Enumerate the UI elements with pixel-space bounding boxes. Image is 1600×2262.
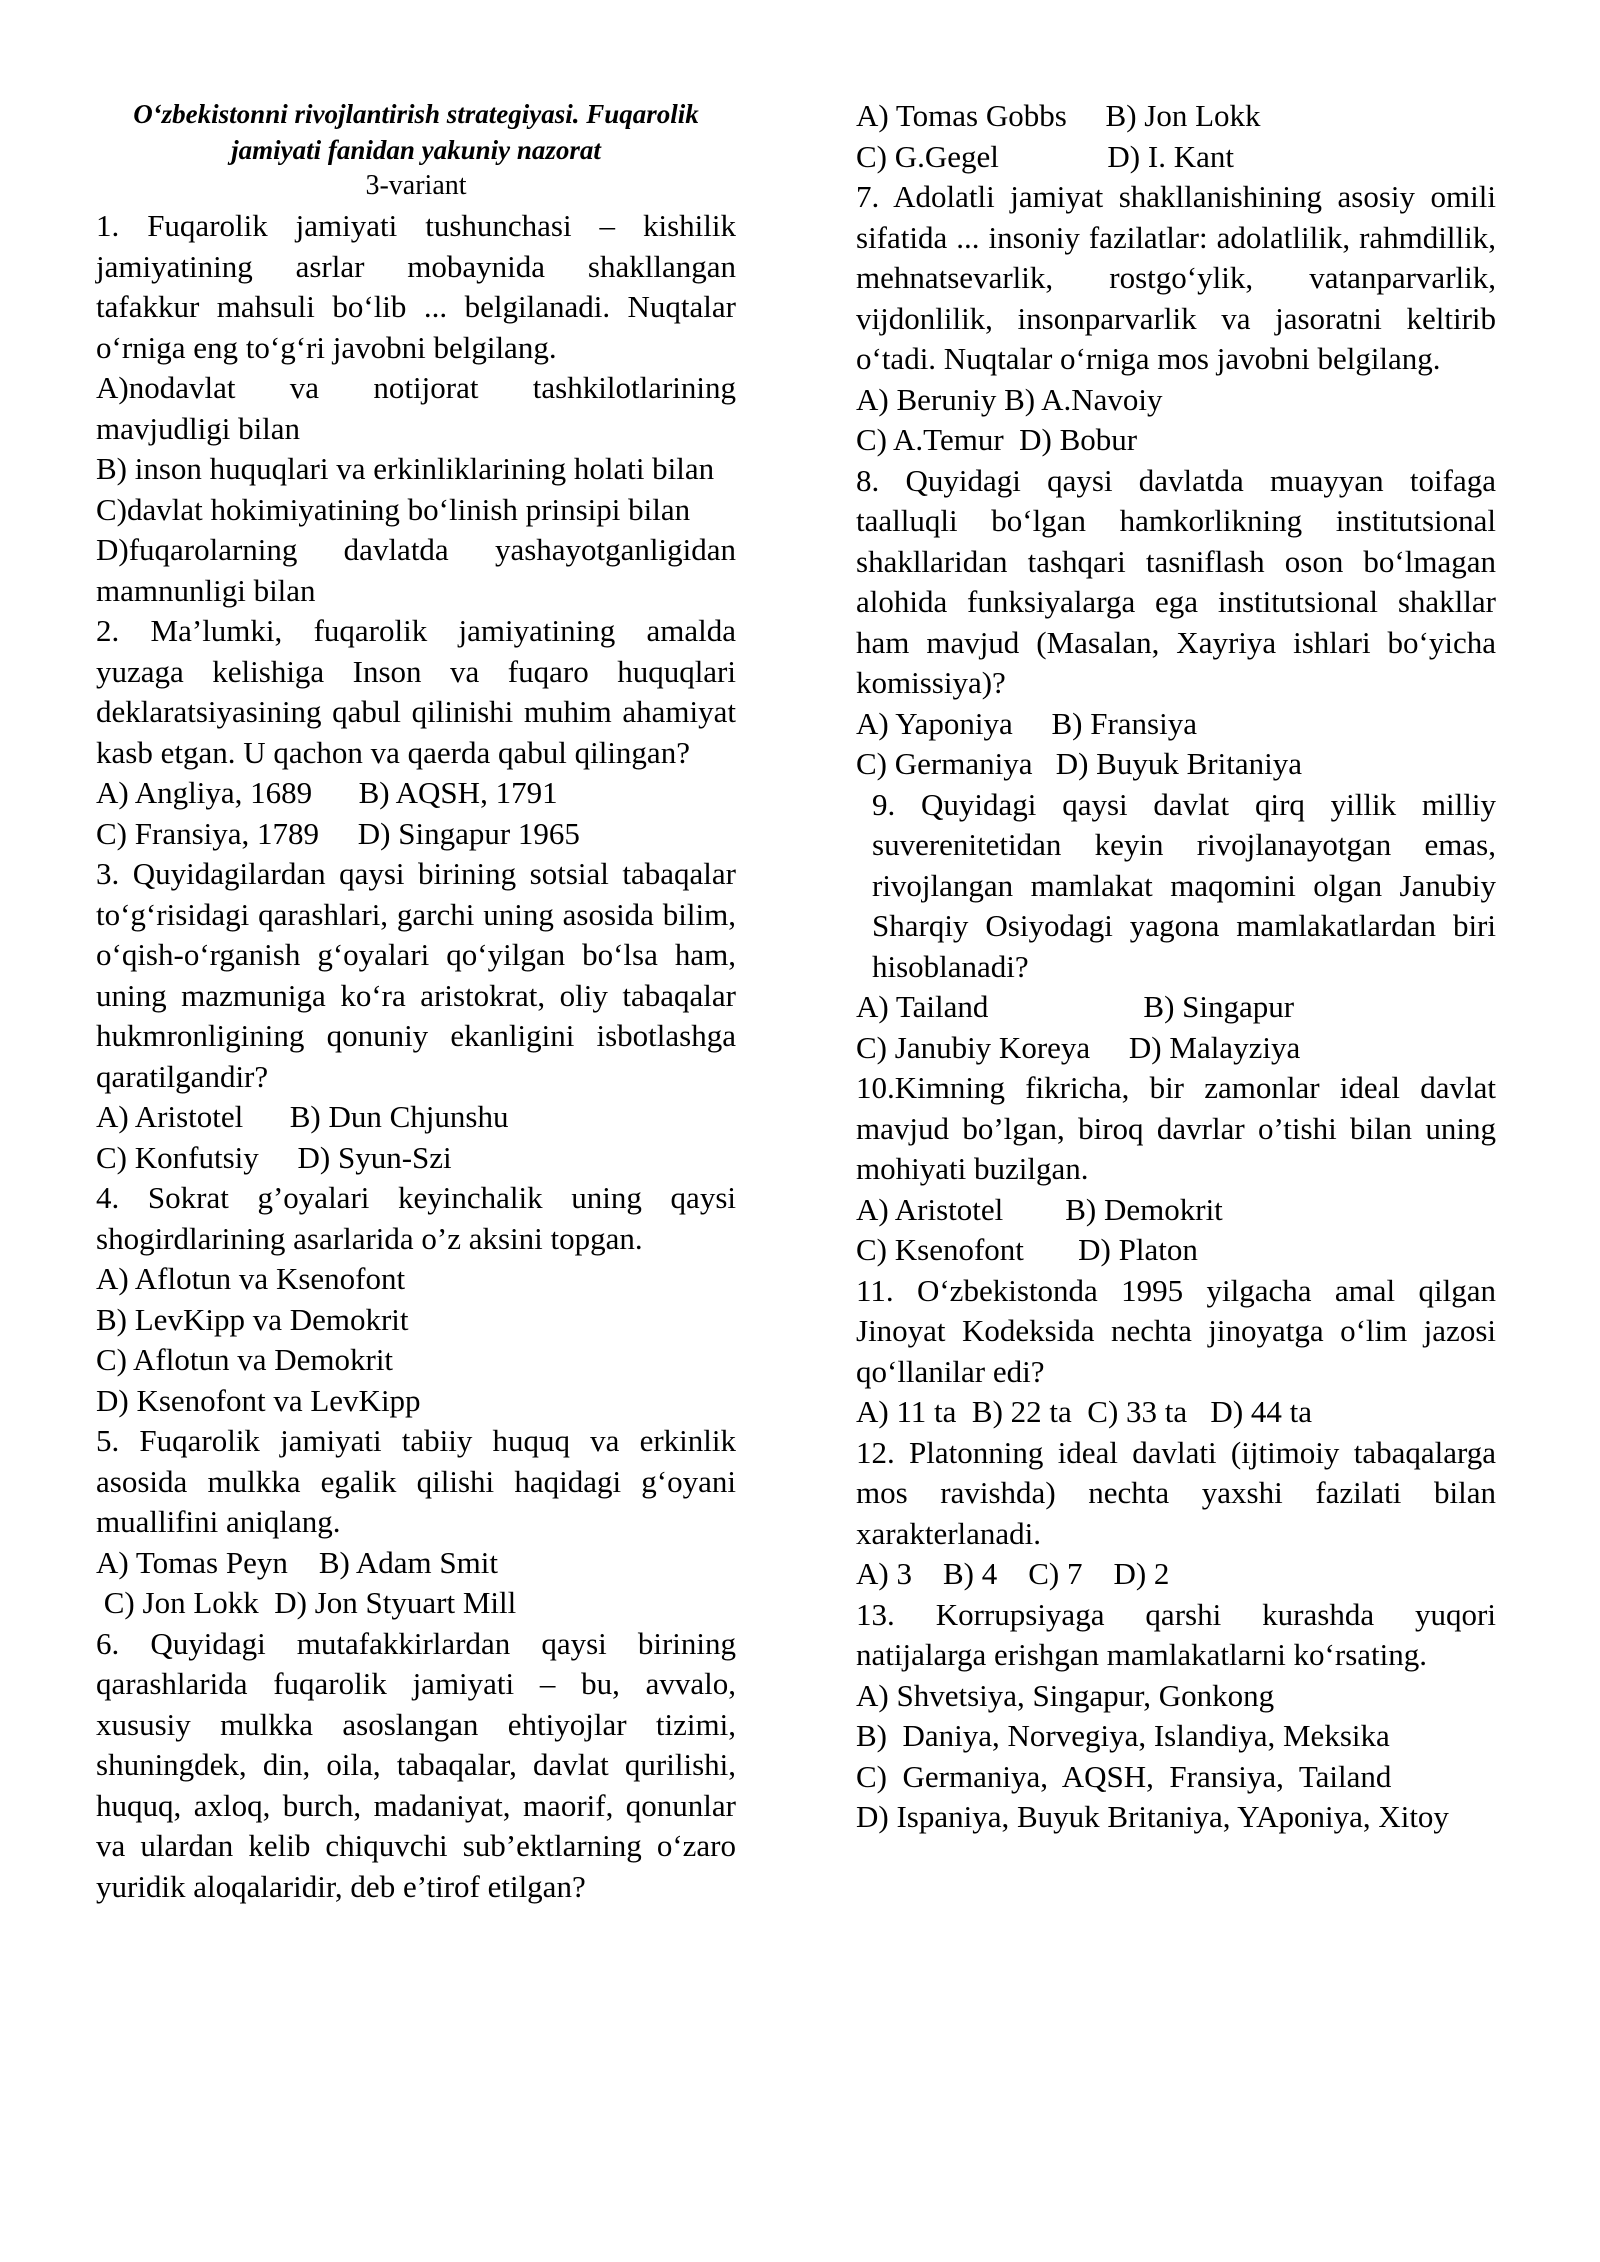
option-b: B) inson huquqlari va erkinliklarining holati bilan <box>96 451 715 486</box>
document-title-line2: jamiyati fanidan yakuniy nazorat <box>231 135 601 165</box>
options-line-1: A) 3 B) 4 C) 7 D) 2 <box>856 1556 1170 1591</box>
question-text: 2. Ma’lumki, fuqarolik jamiyatining amalda yuzaga kelishiga Inson va fuqaro huquqlari deklaratsiyasining qabul qilinishi muhim ahamiyat kasb etgan. U qachon va qaerda qabul qilingan? <box>96 613 736 770</box>
question-text: 7. Adolatli jamiyat shakllanishining asosiy omili sifatida ... insoniy fazilatlar: adolatlilik, rahmdillik, mehnatsevarlik, rostgo‘ylik, vatanparvarlik, vijdonlilik, insonparvarlik va jasoratni keltirib o‘tadi. Nuqtalar o‘rniga mos javobni belgilang. <box>856 179 1496 376</box>
options-line-2: C) A.Temur D) Bobur <box>856 422 1138 457</box>
right-column <box>856 96 1496 1838</box>
question-text: 1. Fuqarolik jamiyati tushunchasi – kishilik jamiyatining asrlar mobaynida shakllangan tafakkur mahsuli bo‘lib ... belgilanadi. Nuqtalar o‘rniga eng to‘g‘ri javobni belgilang. <box>96 208 736 365</box>
question-9 <box>856 785 1496 1069</box>
question-text: 13. Korrupsiyaga qarshi kurashda yuqori natijalarga erishgan mamlakatlarni ko‘rsating. <box>856 1596 1496 1672</box>
question-text: 5. Fuqarolik jamiyati tabiiy huquq va erkinlik asosida mulkka egalik qilishi haqidagi g‘oyani muallifini aniqlang. <box>96 1423 736 1539</box>
title-part-b: Fuqarolik <box>586 99 699 129</box>
question-text: 3. Quyidagilardan qaysi birining sotsial tabaqalar to‘g‘risidagi qarashlari, garchi uning asosida bilim, o‘qish-o‘rganish g‘oyalari qo‘yilgan bo‘lsa ham, uning mazmuniga ko‘ra aristokrat, oliy tabaqalar hukmronligining qonuniy ekanligini isbotlashga qaratilgandir? <box>96 856 736 1094</box>
title-part-a: O‘zbekistonni rivojlantirish strategiyasi. <box>133 99 587 129</box>
question-3 <box>96 854 736 1178</box>
question-13 <box>856 1595 1496 1838</box>
question-text: 6. Quyidagi mutafakkirlardan qaysi birining qarashlarida fuqarolik jamiyati – bu, avvalo, xususiy mulkka asoslangan ehtiyojlar tizimi, shuningdek, din, oila, tabaqalar, davlat qurilishi, huquq, axloq, burch, madaniyat, maorif, qonunlar va ulardan kelib chiquvchi sub’ektlarning o‘zaro yuridik aloqalaridir, deb e’tirof etilgan? <box>96 1625 736 1904</box>
option-a: A) Shvetsiya, Singapur, Gonkong <box>856 1677 1275 1713</box>
options-line-2: C) Jon Lokk D) Jon Styuart Mill <box>96 1585 517 1620</box>
question-text: 10.Kimning fikricha, bir zamonlar ideal davlat mavjud bo’lgan, biroq davrlar o’tishi bilan uning mohiyati buzilgan. <box>856 1070 1496 1186</box>
options-line-1: A) Angliya, 1689 B) AQSH, 1791 <box>96 775 558 810</box>
question-text: 12. Platonning ideal davlati (ijtimoiy tabaqalarga mos ravishda) nechta yaxshi fazilati bilan xarakterlanadi. <box>856 1434 1496 1551</box>
document-title <box>96 96 736 132</box>
question-11 <box>856 1271 1496 1433</box>
options-line-1: A) Tailand B) Singapur <box>856 989 1295 1024</box>
options-line-1: A) Aristotel B) Dun Chjunshu <box>96 1099 509 1134</box>
options-line-1: A) Tomas Peyn B) Adam Smit <box>96 1544 498 1580</box>
options-line-2: C) Konfutsiy D) Syun-Szi <box>96 1139 452 1175</box>
question-text: 8. Quyidagi qaysi davlatda muayyan toifaga taalluqli bo‘lgan hamkorlikning institutsional shakllaridan tashqari tasniflash oson bo‘lmagan alohida funksiyalarga ega institutsional shakllar ham mavjud (Masalan, Xayriya ishlari bo‘yicha komissiya)? <box>856 462 1496 700</box>
option-c: C) Germaniya, AQSH, Fransiya, Tailand <box>856 1758 1392 1794</box>
question-7 <box>856 177 1496 461</box>
option-d: D) Ksenofont va LevKipp <box>96 1382 421 1418</box>
question-10 <box>856 1068 1496 1271</box>
options-line-1: A) Beruniy B) A.Navoiy <box>856 381 1163 417</box>
question-6 <box>96 1624 736 1908</box>
options-line-2: C) Germaniya D) Buyuk Britaniya <box>856 746 1302 781</box>
question-2 <box>96 611 736 854</box>
option-d: D) Ispaniya, Buyuk Britaniya, YAponiya, Xitoy <box>856 1799 1449 1834</box>
options-line-1: A) Yaponiya B) Fransiya <box>856 705 1197 741</box>
options-line-2: C) Fransiya, 1789 D) Singapur 1965 <box>96 815 580 851</box>
question-text: 11. O‘zbekistonda 1995 yilgacha amal qilgan Jinoyat Kodeksida nechta jinoyatga o‘lim jazosi qo‘llanilar edi? <box>856 1272 1496 1389</box>
options-line-2: C) Janubiy Koreya D) Malayziya <box>856 1029 1301 1065</box>
question-text: 4. Sokrat g’oyalari keyinchalik uning qaysi shogirdlarining asarlarida o’z aksini topgan. <box>96 1180 736 1256</box>
option-b: B) Daniya, Norvegiya, Islandiya, Meksika <box>856 1718 1390 1753</box>
question-6-options <box>856 96 1496 177</box>
options-line-2: C) Ksenofont D) Platon <box>856 1232 1198 1267</box>
question-8 <box>856 461 1496 785</box>
left-column <box>96 96 736 1907</box>
options-line-2: C) G.Gegel D) I. Kant <box>856 138 1234 174</box>
question-text: 9. Quyidagi qaysi davlat qirq yillik milliy suverenitetidan keyin rivojlanayotgan emas, rivojlangan mamlakat maqomini olgan Janubiy Sharqiy Osiyodagi yagona mamlakatlardan biri hisoblanadi? <box>872 786 1496 984</box>
option-b: B) LevKipp va Demokrit <box>96 1301 409 1337</box>
variant-label: 3-variant <box>365 170 467 201</box>
question-4 <box>96 1178 736 1421</box>
option-c: C)davlat hokimiyatining bo‘linish prinsipi bilan <box>96 491 691 527</box>
question-5 <box>96 1421 736 1624</box>
options-line-1: A) Tomas Gobbs B) Jon Lokk <box>856 98 1261 133</box>
option-a: A) Aflotun va Ksenofont <box>96 1261 406 1296</box>
option-c: C) Aflotun va Demokrit <box>96 1342 394 1377</box>
question-1 <box>96 206 736 611</box>
option-d: D)fuqarolarning davlatda yashayotganligidan mamnunligi bilan <box>96 532 736 608</box>
option-a: A)nodavlat va notijorat tashkilotlarining mavjudligi bilan <box>96 370 736 446</box>
options-line-1: A) 11 ta B) 22 ta C) 33 ta D) 44 ta <box>856 1394 1313 1429</box>
question-12 <box>856 1433 1496 1595</box>
options-line-1: A) Aristotel B) Demokrit <box>856 1191 1223 1227</box>
